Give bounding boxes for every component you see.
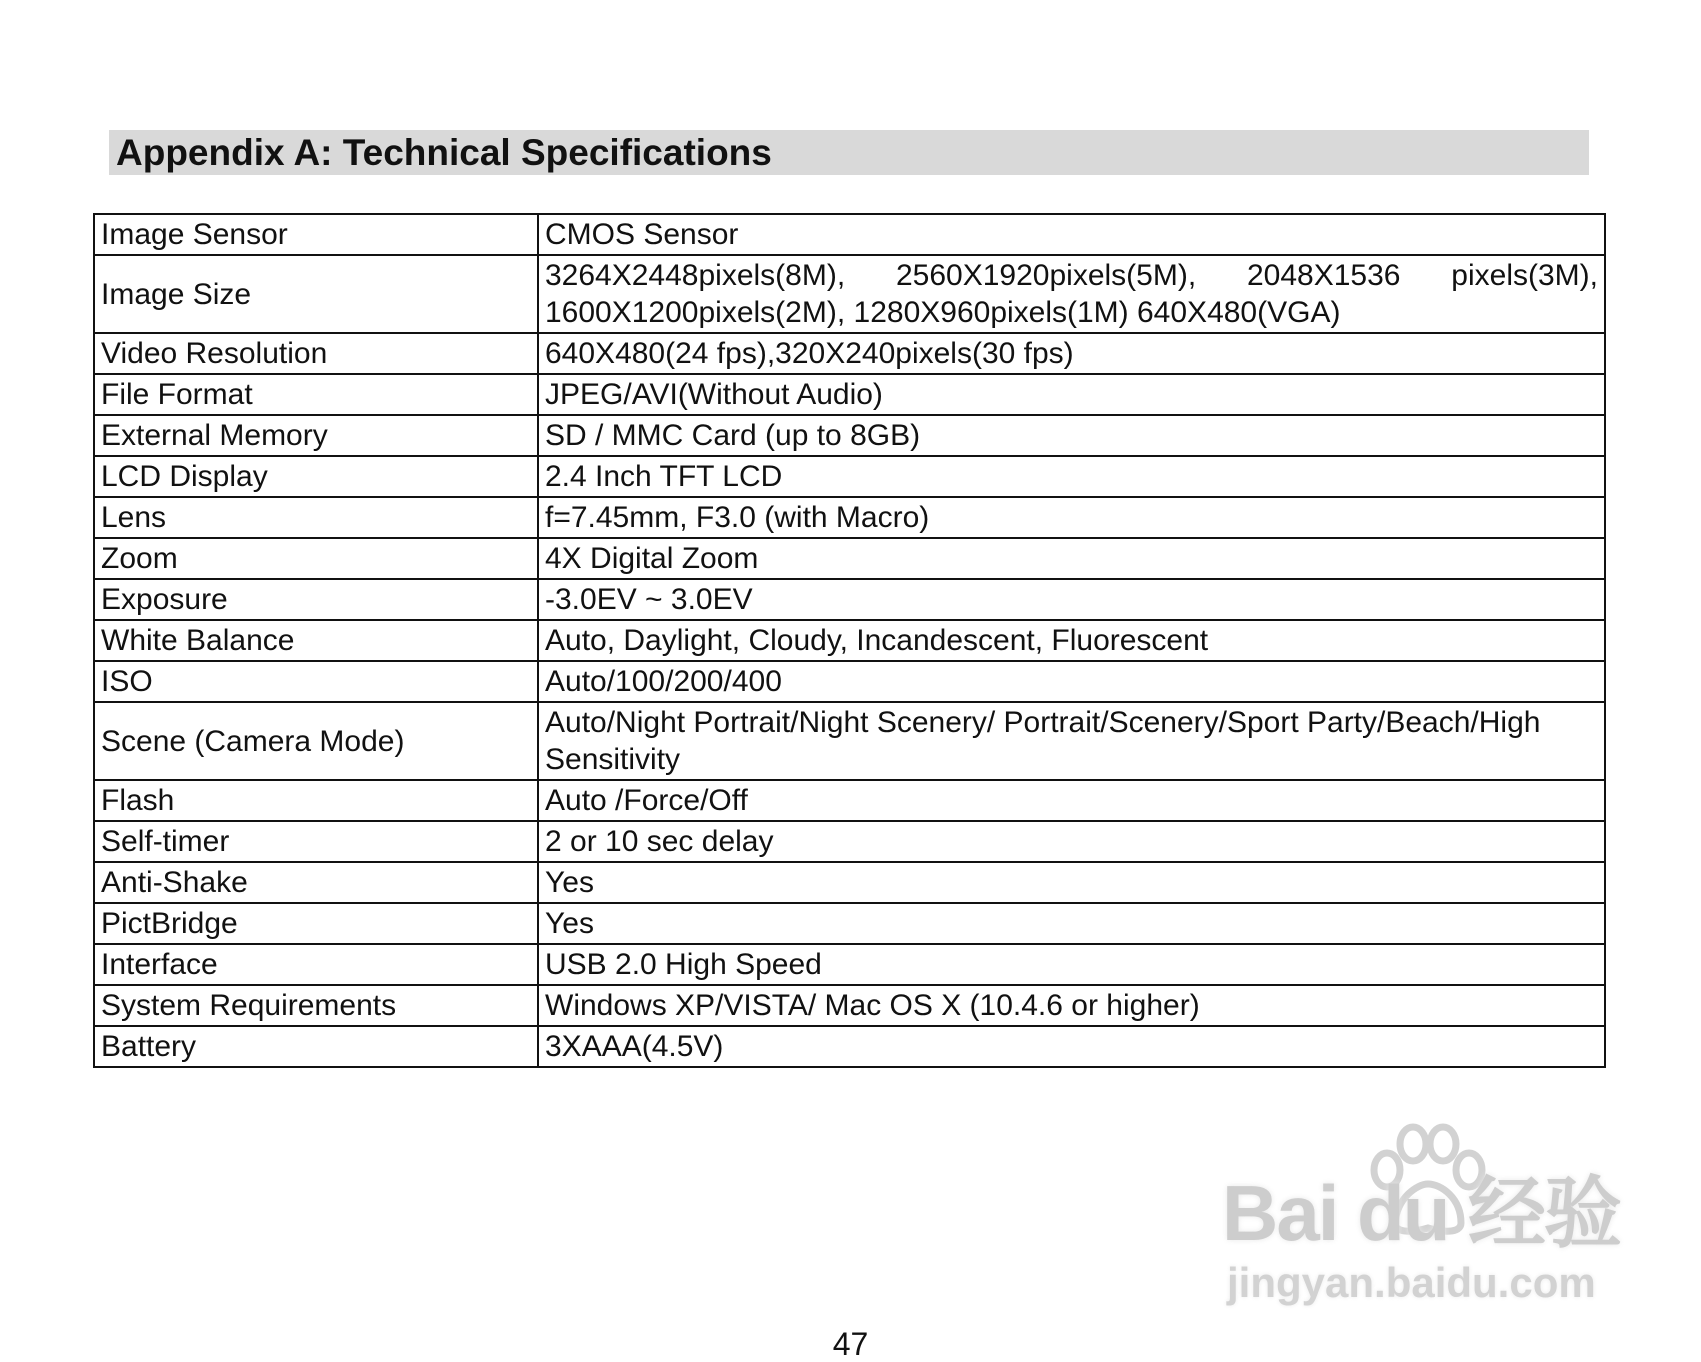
spec-value: 3264X2448pixels(8M), 2560X1920pixels(5M), 2048X1536 pixels(3M), 1600X1200pixels(2M), 1280X960pixels(1M) 640X480(VGA) — [538, 255, 1605, 333]
table-row — [94, 862, 1605, 903]
spec-label: ISO — [94, 661, 538, 702]
table-row — [94, 456, 1605, 497]
spec-label: Zoom — [94, 538, 538, 579]
table-row — [94, 702, 1605, 780]
table-row — [94, 620, 1605, 661]
spec-value: f=7.45mm, F3.0 (with Macro) — [538, 497, 1605, 538]
spec-label: Flash — [94, 780, 538, 821]
table-row — [94, 538, 1605, 579]
spec-value: Auto /Force/Off — [538, 780, 1605, 821]
spec-label: Scene (Camera Mode) — [94, 702, 538, 780]
table-row — [94, 374, 1605, 415]
spec-value: USB 2.0 High Speed — [538, 944, 1605, 985]
spec-value: 2.4 Inch TFT LCD — [538, 456, 1605, 497]
spec-value: Windows XP/VISTA/ Mac OS X (10.4.6 or higher) — [538, 985, 1605, 1026]
spec-value: Auto/Night Portrait/Night Scenery/ Portrait/Scenery/Sport Party/Beach/High Sensitivity — [538, 702, 1605, 780]
table-row — [94, 415, 1605, 456]
spec-value: 640X480(24 fps),320X240pixels(30 fps) — [538, 333, 1605, 374]
baidu-watermark — [1222, 1118, 1622, 1318]
spec-label: Battery — [94, 1026, 538, 1067]
table-row — [94, 821, 1605, 862]
table-row — [94, 579, 1605, 620]
spec-value: SD / MMC Card (up to 8GB) — [538, 415, 1605, 456]
spec-label: Anti-Shake — [94, 862, 538, 903]
spec-value: 2 or 10 sec delay — [538, 821, 1605, 862]
spec-label: Interface — [94, 944, 538, 985]
table-row — [94, 255, 1605, 333]
appendix-heading-bar — [109, 130, 1589, 175]
spec-table — [93, 213, 1606, 1068]
spec-label: PictBridge — [94, 903, 538, 944]
table-row — [94, 497, 1605, 538]
watermark-site-text: jingyan.baidu.com — [1227, 1259, 1596, 1306]
page-title: Appendix A: Technical Specifications — [116, 132, 772, 173]
spec-value: 4X Digital Zoom — [538, 538, 1605, 579]
spec-value: Auto/100/200/400 — [538, 661, 1605, 702]
spec-value: Yes — [538, 862, 1605, 903]
spec-label: Video Resolution — [94, 333, 538, 374]
spec-label: LCD Display — [94, 456, 538, 497]
spec-label: Image Size — [94, 255, 538, 333]
watermark-logo-text: Bai du 经验 — [1222, 1169, 1621, 1257]
spec-value: CMOS Sensor — [538, 214, 1605, 255]
table-row — [94, 780, 1605, 821]
spec-label: Image Sensor — [94, 214, 538, 255]
table-row — [94, 1026, 1605, 1067]
spec-value: 3XAAA(4.5V) — [538, 1026, 1605, 1067]
spec-value: -3.0EV ~ 3.0EV — [538, 579, 1605, 620]
table-row — [94, 985, 1605, 1026]
spec-label: White Balance — [94, 620, 538, 661]
spec-value: JPEG/AVI(Without Audio) — [538, 374, 1605, 415]
table-row — [94, 333, 1605, 374]
table-row — [94, 944, 1605, 985]
table-row — [94, 903, 1605, 944]
spec-label: File Format — [94, 374, 538, 415]
spec-label: System Requirements — [94, 985, 538, 1026]
spec-value: Auto, Daylight, Cloudy, Incandescent, Fluorescent — [538, 620, 1605, 661]
page-number: 47 — [832, 1326, 869, 1362]
spec-label: Self-timer — [94, 821, 538, 862]
spec-label: Lens — [94, 497, 538, 538]
spec-label: External Memory — [94, 415, 538, 456]
table-row — [94, 214, 1605, 255]
spec-value: Yes — [538, 903, 1605, 944]
spec-label: Exposure — [94, 579, 538, 620]
table-row — [94, 661, 1605, 702]
